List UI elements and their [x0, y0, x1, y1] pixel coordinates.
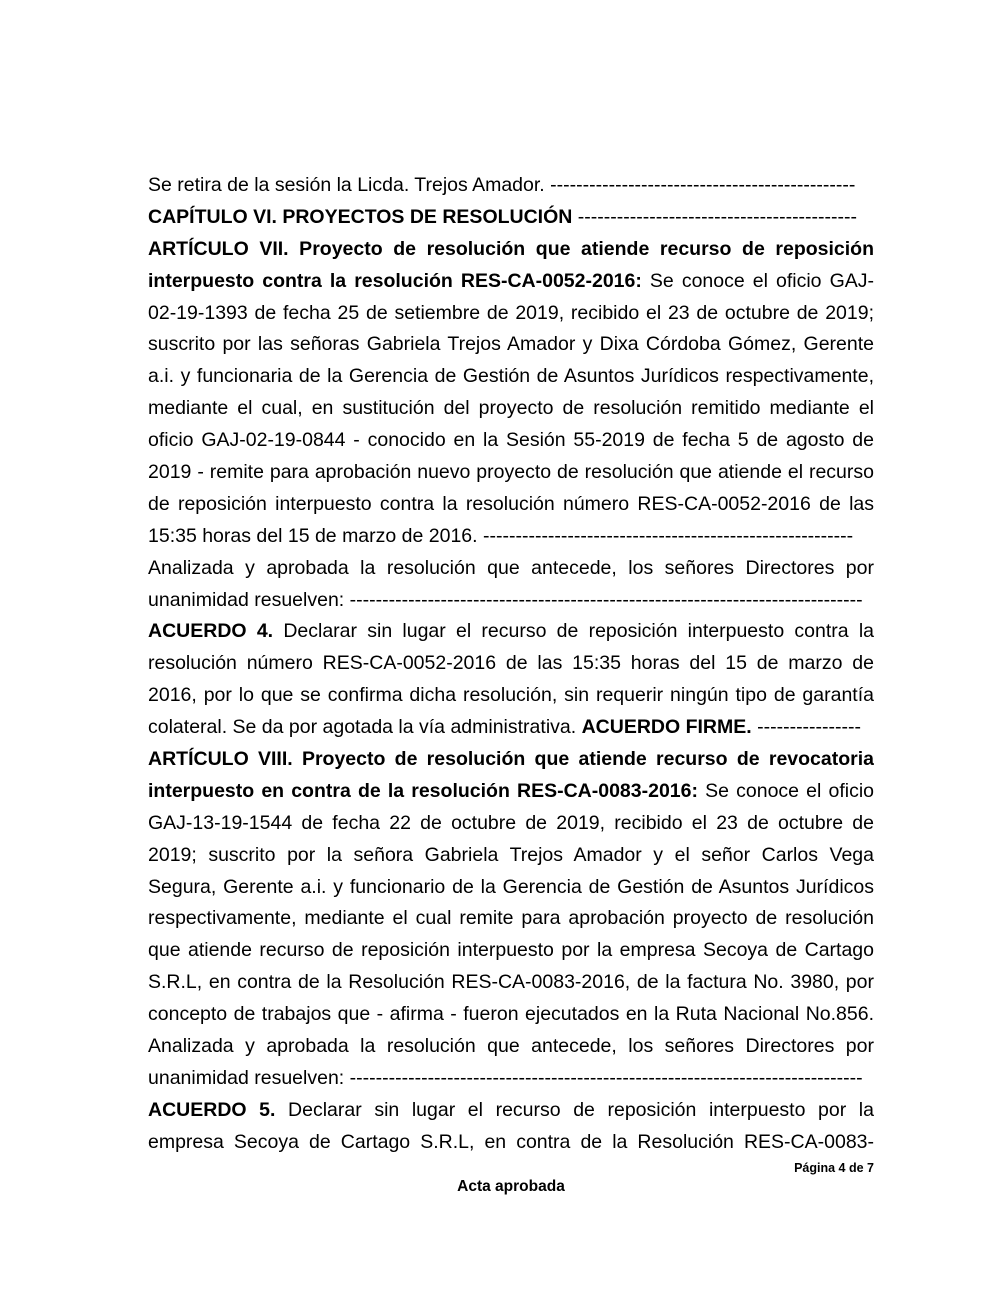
- text-segment: 2019 - remite para aprobación nuevo proyecto de resolución que atiende el recurso: [148, 461, 874, 484]
- text-line: [148, 680, 874, 712]
- text-line: [148, 521, 874, 553]
- text-segment: respectivamente, mediante el cual remite para aprobación proyecto de resolución: [148, 907, 874, 930]
- text-segment: Analizada y aprobada la resolución que antecede, los señores Directores por: [148, 556, 874, 579]
- text-line: [148, 935, 874, 967]
- text-line: [148, 361, 874, 393]
- text-line: [148, 585, 874, 617]
- text-segment: -------------------------------------------------------------------------------: [349, 588, 863, 611]
- text-line: [148, 553, 874, 585]
- text-line: [148, 457, 874, 489]
- text-line: [148, 202, 874, 234]
- page-number: Página 4 de 7: [794, 1161, 874, 1175]
- text-segment: resolución número RES-CA-0052-2016 de las 15:35 horas del 15 de marzo de: [148, 652, 874, 675]
- text-segment: mediante el cual, en sustitución del proyecto de resolución remitido mediante el: [148, 397, 874, 420]
- text-segment: unanimidad resuelven:: [148, 588, 350, 611]
- text-line: [148, 1031, 874, 1063]
- text-line: [148, 840, 874, 872]
- text-line: [148, 1127, 874, 1159]
- text-segment: ----------------: [751, 716, 862, 739]
- text-segment: GAJ-13-19-1544 de fecha 22 de octubre de 2019, recibido el 23 de octubre de: [148, 811, 874, 834]
- text-segment: oficio GAJ-02-19-0844 - conocido en la Sesión 55-2019 de fecha 5 de agosto de: [148, 429, 874, 452]
- text-line: [148, 1095, 874, 1127]
- text-segment: a.i. y funcionaria de la Gerencia de Gestión de Asuntos Jurídicos respectivamente,: [148, 365, 874, 388]
- text-line: [148, 393, 874, 425]
- bold-text-segment: ACUERDO 4.: [148, 620, 274, 643]
- text-segment: Se conoce el oficio: [698, 779, 874, 802]
- text-segment: -------------------------------------------------------------------------------: [349, 1066, 863, 1089]
- text-segment: empresa Secoya de Cartago S.R.L, en contra de la Resolución RES-CA-0083-: [148, 1130, 874, 1153]
- text-segment: 02-19-1393 de fecha 25 de setiembre de 2019, recibido el 23 de octubre de 2019;: [148, 301, 874, 324]
- text-line: [148, 999, 874, 1031]
- text-segment: Declarar sin lugar el recurso de reposición interpuesto contra la: [273, 620, 874, 643]
- text-line: [148, 776, 874, 808]
- text-segment: que atiende recurso de reposición interpuesto por la empresa Secoya de Cartago: [148, 939, 874, 962]
- text-segment: unanimidad resuelven:: [148, 1066, 350, 1089]
- text-segment: de reposición interpuesto contra la resolución número RES-CA-0052-2016 de las: [148, 492, 874, 515]
- bold-text-segment: interpuesto en contra de la resolución RES-CA-0083-2016:: [148, 779, 698, 802]
- bold-text-segment: ACUERDO FIRME.: [581, 716, 752, 739]
- text-line: [148, 872, 874, 904]
- text-line: [148, 712, 874, 744]
- text-line: [148, 616, 874, 648]
- text-segment: S.R.L, en contra de la Resolución RES-CA-0083-2016, de la factura No. 3980, por: [148, 971, 874, 994]
- text-segment: concepto de trabajos que - afirma - fueron ejecutados en la Ruta Nacional No.856.: [148, 1003, 874, 1026]
- text-segment: 2016, por lo que se confirma dicha resolución, sin requerir ningún tipo de garantía: [148, 684, 874, 707]
- text-segment: colateral. Se da por agotada la vía administrativa.: [148, 716, 582, 739]
- text-line: [148, 903, 874, 935]
- text-line: [148, 1063, 874, 1095]
- text-line: [148, 648, 874, 680]
- text-line: [148, 234, 874, 266]
- bold-text-segment: ACUERDO 5.: [148, 1098, 276, 1121]
- text-line: [148, 489, 874, 521]
- bold-text-segment: ARTÍCULO VII. Proyecto de resolución que atiende recurso de reposición: [148, 237, 874, 260]
- text-line: [148, 967, 874, 999]
- document-body: [148, 170, 874, 1159]
- text-line: [148, 744, 874, 776]
- text-segment: 2019; suscrito por la señora Gabriela Trejos Amador y el señor Carlos Vega: [148, 843, 874, 866]
- text-segment: ---------------------------------------------------------: [483, 524, 854, 547]
- bold-text-segment: interpuesto contra la resolución RES-CA-0052-2016:: [148, 269, 642, 292]
- bold-text-segment: CAPÍTULO VI. PROYECTOS DE RESOLUCIÓN: [148, 205, 573, 228]
- text-segment: Segura, Gerente a.i. y funcionario de la Gerencia de Gestión de Asuntos Jurídicos: [148, 875, 874, 898]
- text-segment: -------------------------------------------: [572, 205, 858, 228]
- text-segment: Analizada y aprobada la resolución que antecede, los señores Directores por: [148, 1035, 874, 1058]
- text-line: [148, 329, 874, 361]
- text-segment: 15:35 horas del 15 de marzo de 2016.: [148, 524, 483, 547]
- text-segment: Se retira de la sesión la Licda. Trejos Amador.: [148, 174, 551, 196]
- text-segment: -----------------------------------------------: [550, 174, 856, 196]
- text-line: [148, 266, 874, 298]
- text-segment: Se conoce el oficio GAJ-: [641, 269, 874, 292]
- text-line: [148, 425, 874, 457]
- text-line: [148, 170, 874, 202]
- text-segment: Declarar sin lugar el recurso de reposición interpuesto por la: [275, 1098, 874, 1121]
- text-line: [148, 808, 874, 840]
- text-segment: suscrito por las señoras Gabriela Trejos Amador y Dixa Córdoba Gómez, Gerente: [148, 333, 874, 356]
- text-line: [148, 298, 874, 330]
- footer-status: Acta aprobada: [457, 1178, 565, 1195]
- bold-text-segment: ARTÍCULO VIII. Proyecto de resolución que atiende recurso de revocatoria: [148, 748, 874, 771]
